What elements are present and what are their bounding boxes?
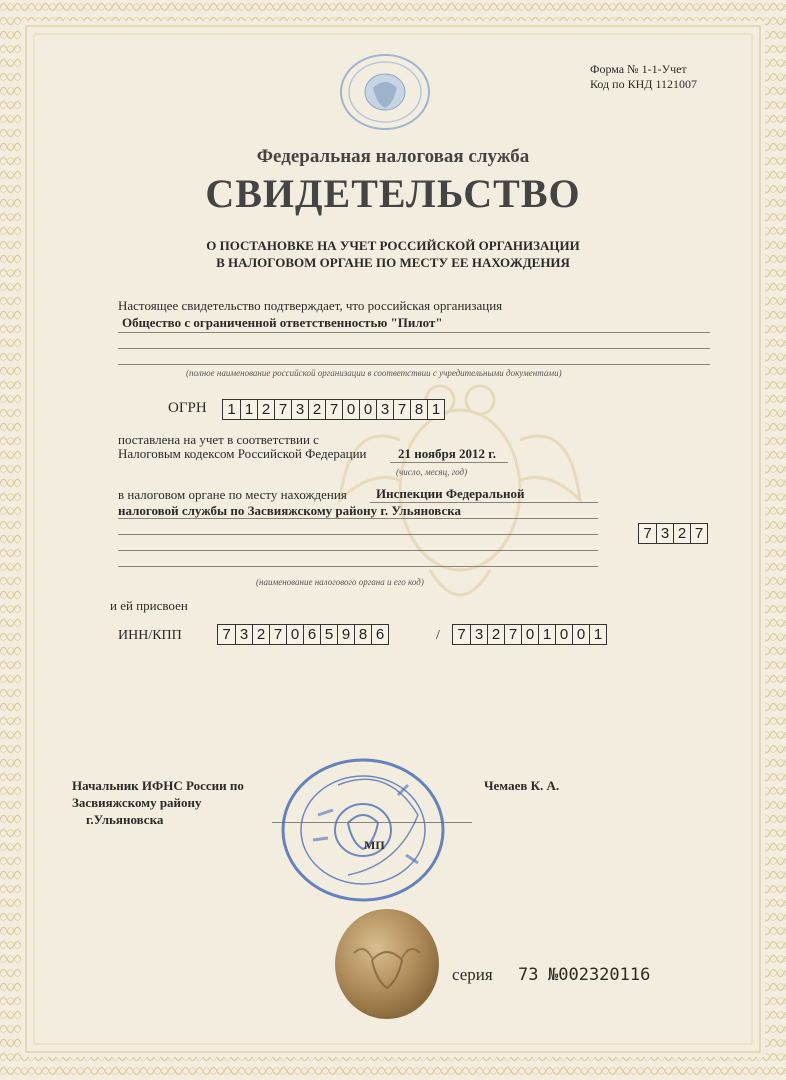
inn-digit: 2: [252, 625, 269, 644]
ogrn-digit: 0: [359, 400, 376, 419]
kpp-digit: 0: [572, 625, 589, 644]
series-label: серия: [452, 965, 493, 984]
organization-note: (полное наименование российской организации в соответствии с учредительными документами): [186, 368, 562, 378]
authority-name-line-2: налоговой службы по Засвияжскому району г. Ульяновска: [118, 503, 462, 518]
authority-note: (наименование налогового органа и его код): [256, 577, 424, 587]
inn-digit: 7: [222, 626, 231, 643]
authority-code-digit: 7: [690, 524, 707, 543]
ogrn-digit: 7: [393, 400, 410, 419]
form-code: [590, 62, 697, 92]
intro-text: Настоящее свидетельство подтверждает, что российская организация: [118, 298, 503, 313]
signatory-name: Чемаев К. А.: [484, 778, 560, 793]
signatory-position: [72, 777, 244, 828]
org-line-3: [118, 364, 710, 365]
registered-line-1: поставлена на учет в соответствии с: [118, 432, 319, 447]
inn-digit: 6: [371, 625, 388, 644]
series-code: 73: [518, 965, 539, 985]
kpp-digit: 7: [504, 625, 521, 644]
authority-line-2: [118, 518, 598, 519]
ogrn-digit: 1: [240, 400, 257, 419]
registered-line-2: Налоговым кодексом Российской Федерации: [118, 446, 367, 461]
inn-kpp-separator: /: [436, 628, 440, 643]
ogrn-digit: 7: [325, 400, 342, 419]
seal-place-mark: МП: [364, 838, 385, 852]
authority-code-digit: 7: [643, 525, 652, 542]
subtitle-line-2: В НАЛОГОВОМ ОРГАНЕ ПО МЕСТУ ЕЕ НАХОЖДЕНИЯ: [216, 255, 570, 270]
subtitle-line-1: О ПОСТАНОВКЕ НА УЧЕТ РОССИЙСКОЙ ОРГАНИЗАЦИИ: [206, 238, 580, 253]
ogrn-digit: 8: [410, 400, 427, 419]
position-line-1: Начальник ИФНС России по: [72, 778, 244, 793]
authority-line-4: [118, 550, 598, 551]
ogrn-digit: 1: [427, 400, 444, 419]
authority-code-digit: 3: [656, 524, 673, 543]
kpp-digit: 3: [470, 625, 487, 644]
inn-number: [217, 624, 389, 645]
kpp-digit: 7: [457, 626, 466, 643]
ogrn-digit: 2: [308, 400, 325, 419]
authority-line-5: [118, 566, 598, 567]
kpp-digit: 1: [589, 625, 606, 644]
knd-code: Код по КНД 1121007: [590, 77, 697, 91]
form-number: Форма № 1-1-Учет: [590, 62, 687, 76]
fns-emblem-icon: [338, 52, 432, 132]
official-stamp-icon: [278, 755, 448, 905]
date-line: [390, 462, 508, 463]
position-line-2: Засвияжскому району: [72, 795, 202, 810]
gold-seal-icon: [334, 908, 440, 1020]
ogrn-digit: 2: [257, 400, 274, 419]
inn-digit: 5: [320, 625, 337, 644]
authority-line-3: [118, 534, 598, 535]
agency-name: Федеральная налоговая служба: [256, 146, 530, 167]
authority-prefix: в налоговом органе по месту нахождения: [118, 487, 347, 502]
ogrn-digit: 0: [342, 400, 359, 419]
assigned-text: и ей присвоен: [110, 598, 188, 613]
authority-code: [638, 523, 708, 544]
inn-digit: 9: [337, 625, 354, 644]
ogrn-digit: 1: [227, 401, 236, 418]
inn-kpp-label: ИНН/КПП: [118, 628, 182, 643]
kpp-digit: 0: [555, 625, 572, 644]
kpp-digit: 1: [538, 625, 555, 644]
registration-date: 21 ноября 2012 г.: [398, 446, 496, 461]
document-title: СВИДЕТЕЛЬСТВО: [205, 171, 581, 216]
org-line-1: [118, 332, 710, 333]
organization-name: Общество с ограниченной ответственностью "Пилот": [122, 315, 443, 330]
inn-digit: 6: [303, 625, 320, 644]
inn-digit: 3: [235, 625, 252, 644]
authority-name-line-1: Инспекции Федеральной: [376, 486, 525, 501]
ogrn-label: ОГРН: [168, 400, 207, 416]
ogrn-digit: 3: [291, 400, 308, 419]
kpp-digit: 2: [487, 625, 504, 644]
ogrn-digit: 7: [274, 400, 291, 419]
org-line-2: [118, 348, 710, 349]
kpp-number: [452, 624, 607, 645]
inn-digit: 8: [354, 625, 371, 644]
ogrn-digit: 3: [376, 400, 393, 419]
position-line-3: г.Ульяновска: [86, 812, 164, 827]
certificate-number: №002320116: [548, 965, 651, 985]
kpp-digit: 0: [521, 625, 538, 644]
ogrn-number: [222, 399, 445, 420]
inn-digit: 7: [269, 625, 286, 644]
date-note: (число, месяц, год): [396, 467, 468, 477]
authority-code-digit: 2: [673, 524, 690, 543]
inn-digit: 0: [286, 625, 303, 644]
